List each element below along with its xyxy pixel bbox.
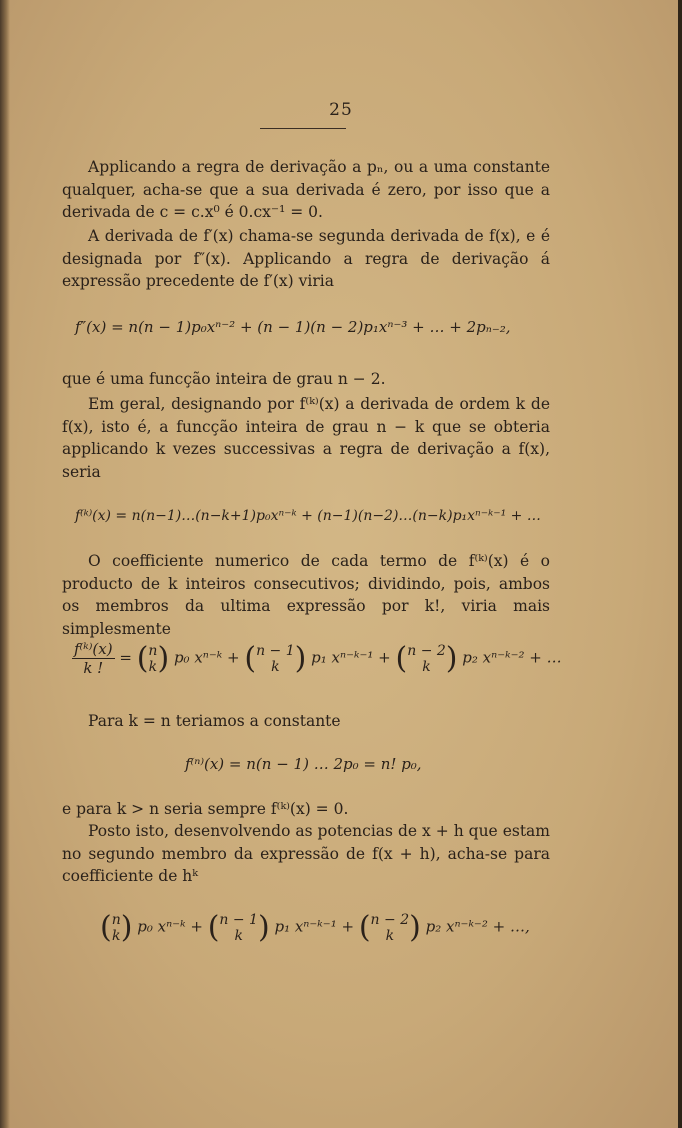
lhs-denominator: k !	[83, 659, 104, 677]
paragraph-7: e para k > n seria sempre f⁽ᵏ⁾(x) = 0.	[62, 800, 349, 818]
term-1: p₀ xⁿ⁻ᵏ +	[173, 648, 240, 667]
term-3: p₂ xⁿ⁻ᵏ⁻² + …	[462, 648, 562, 667]
binomial-3-bottom: k	[422, 658, 431, 675]
lhs-fraction	[72, 640, 115, 677]
binomial-3: ( n − 2 k )	[395, 641, 458, 676]
binomial-2-bottom: k	[271, 658, 280, 675]
binomial-c3-top: n − 2	[370, 911, 410, 928]
binomial-3-top: n − 2	[407, 642, 446, 659]
paragraph-2: A derivada de f′(x) chama-se segunda derivada de f(x), e é designada por f″(x). Applicando a regra de derivação á expressão precedente de f′(x) viria	[62, 227, 550, 290]
binomial-1: ( n k )	[136, 641, 170, 676]
binomial-2: ( n − 1 k )	[244, 641, 307, 676]
binomial-c2: ( n − 1 k )	[207, 910, 270, 945]
binomial-c3-bottom: k	[385, 927, 395, 944]
page-binding-shadow	[0, 0, 10, 1128]
paragraph-3: que é uma funcção inteira de grau n − 2.	[62, 370, 386, 388]
formula-coefficient-of-h-k	[100, 910, 600, 945]
page-number: 25	[329, 100, 353, 120]
term-2: p₁ xⁿ⁻ᵏ⁻¹ +	[311, 648, 391, 667]
lhs-numerator: f⁽ᵏ⁾(x)	[74, 640, 113, 658]
formula-nth-derivative: f⁽ⁿ⁾(x) = n(n − 1) … 2p₀ = n! p₀,	[185, 755, 422, 773]
binomial-c2-top: n − 1	[219, 911, 258, 928]
paragraph-4: Em geral, designando por f⁽ᵏ⁾(x) a derivada de ordem k de f(x), isto é, a funcção inteira de grau n − k que se obteria applicando k vezes successivas a regra de derivação a f(x), seria	[62, 395, 550, 481]
paragraph-5: O coefficiente numerico de cada termo de f⁽ᵏ⁾(x) é o producto de k inteiros consecutivos; dividindo, pois, ambos os membros da ultima expressão por k!, viria mais simplesmente	[62, 552, 550, 638]
binomial-c1-top: n	[111, 911, 121, 928]
paragraph-8: Posto isto, desenvolvendo as potencias de x + h que estam no segundo membro da expressão de f(x + h), acha-se para coefficiente de hᵏ	[62, 822, 550, 885]
paragraph-6: Para k = n teriamos a constante	[88, 712, 341, 730]
binomial-1-top: n	[148, 642, 158, 659]
binomial-c1: ( n k )	[100, 910, 133, 945]
coef-term-3: p₂ xⁿ⁻ᵏ⁻² + …,	[425, 917, 530, 936]
coef-term-1: p₀ xⁿ⁻ᵏ +	[137, 917, 203, 936]
binomial-c1-bottom: k	[111, 927, 121, 944]
formula-kth-derivative-over-factorial: $\frac{\text{f⁽ᵏ⁾(x)}}{k !}$ = ( n k ) p₀ xⁿ⁻ᵏ + ( n − 1 k ) p₁ xⁿ⁻ᵏ⁻¹ + ( n − 2 k ) p₂ xⁿ⁻ᵏ⁻² + …	[74, 640, 562, 677]
coef-term-2: p₁ xⁿ⁻ᵏ⁻¹ +	[274, 917, 355, 936]
binomial-1-bottom: k	[148, 658, 158, 675]
page-edge	[678, 0, 682, 1128]
formula-second-derivative: f″(x) = n(n − 1)p₀xⁿ⁻² + (n − 1)(n − 2)p₁xⁿ⁻³ + … + 2pₙ₋₂,	[75, 318, 511, 336]
page-number-rule	[260, 128, 346, 129]
binomial-c2-bottom: k	[234, 927, 243, 944]
binomial-c3: ( n − 2 k )	[358, 910, 421, 945]
binomial-2-top: n − 1	[256, 642, 295, 659]
paragraph-1: Applicando a regra de derivação a pₙ, ou a uma constante qualquer, acha-se que a sua derivada é zero, por isso que a derivada de c = c.x⁰ é 0.cx⁻¹ = 0.	[62, 158, 550, 221]
formula-kth-derivative: f⁽ᵏ⁾(x) = n(n−1)…(n−k+1)p₀xⁿ⁻ᵏ + (n−1)(n−2)…(n−k)p₁xⁿ⁻ᵏ⁻¹ + …	[75, 508, 541, 524]
